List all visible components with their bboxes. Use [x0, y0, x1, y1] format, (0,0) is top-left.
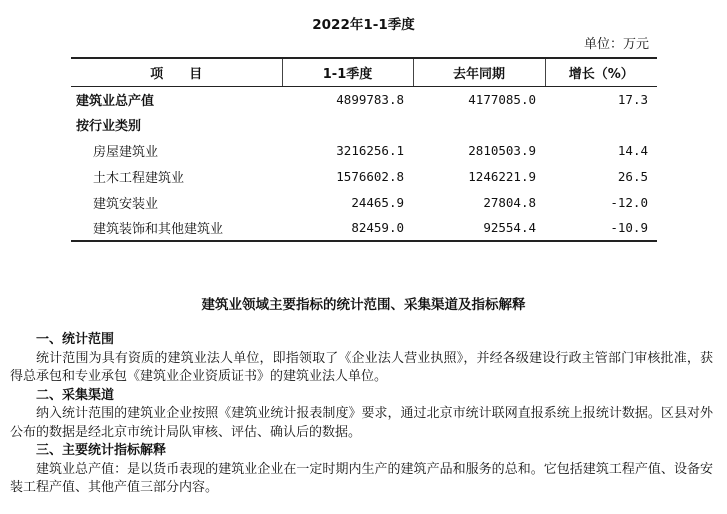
- notes-body: [10, 331, 713, 498]
- table-header-row: [71, 58, 657, 86]
- header-current: 1-1季度: [282, 58, 413, 86]
- row-previous: 92554.4: [413, 215, 545, 241]
- row-label: 建筑装饰和其他建筑业: [71, 215, 282, 241]
- header-item: 项 目: [71, 58, 282, 86]
- row-label: 建筑业总产值: [76, 93, 155, 109]
- section-text: 建筑业总产值：是以货币表现的建筑业企业在一定时期内生产的建筑产品和服务的总和。它包括建筑工程产值、设备安装工程产值、其他产值三部分内容。: [10, 461, 713, 495]
- table-row-category: [71, 112, 657, 138]
- row-previous: 2810503.9: [468, 142, 536, 158]
- stats-table: [71, 57, 657, 242]
- table-row-total: [71, 86, 657, 112]
- row-previous: [413, 112, 545, 138]
- row-current: 3216256.1: [336, 142, 404, 158]
- report-title: 2022年1-1季度: [312, 17, 415, 33]
- row-growth: [545, 112, 657, 138]
- row-previous: 4177085.0: [468, 91, 536, 107]
- table-row: [71, 138, 657, 164]
- section-text: 统计范围为具有资质的建筑业法人单位，即指领取了《企业法人营业执照》，并经各级建设行政主管部门审核批准，获得总承包和专业承包《建筑业企业资质证书》的建筑业法人单位。: [10, 350, 713, 384]
- row-label: 按行业类别: [76, 119, 142, 135]
- row-previous: 1246221.9: [468, 168, 536, 184]
- row-growth: -12.0: [610, 194, 648, 210]
- row-growth: 17.3: [617, 91, 648, 107]
- row-label: 房屋建筑业: [93, 144, 159, 160]
- row-label: 土木工程建筑业: [93, 170, 185, 186]
- section-heading: 一、统计范围: [36, 332, 115, 347]
- row-label: 建筑安装业: [93, 196, 159, 212]
- table-row: [71, 189, 657, 215]
- section-text: 纳入统计范围的建筑业企业按照《建筑业统计报表制度》要求，通过北京市统计联网直报系统上报统计数据。区县对外公布的数据是经北京市统计局队审核、评估、确认后的数据。: [10, 406, 713, 440]
- header-growth: 增长（%）: [545, 58, 657, 86]
- row-current: 82459.0: [282, 215, 413, 241]
- row-growth: -10.9: [545, 215, 657, 241]
- table-row: [71, 215, 657, 241]
- row-current: 4899783.8: [336, 91, 404, 107]
- row-previous: 27804.8: [483, 194, 536, 210]
- row-current: [282, 112, 413, 138]
- row-current: 1576602.8: [336, 168, 404, 184]
- unit-label: 单位：万元: [583, 37, 649, 52]
- section-heading: 二、采集渠道: [36, 387, 115, 403]
- table-row: [71, 163, 657, 189]
- notes-title: 建筑业领域主要指标的统计范围、采集渠道及指标解释: [201, 297, 526, 313]
- row-growth: 14.4: [617, 142, 648, 158]
- row-current: 24465.9: [351, 194, 404, 210]
- header-previous: 去年同期: [413, 58, 545, 86]
- section-heading: 三、主要统计指标解释: [36, 443, 167, 458]
- row-growth: 26.5: [617, 168, 648, 184]
